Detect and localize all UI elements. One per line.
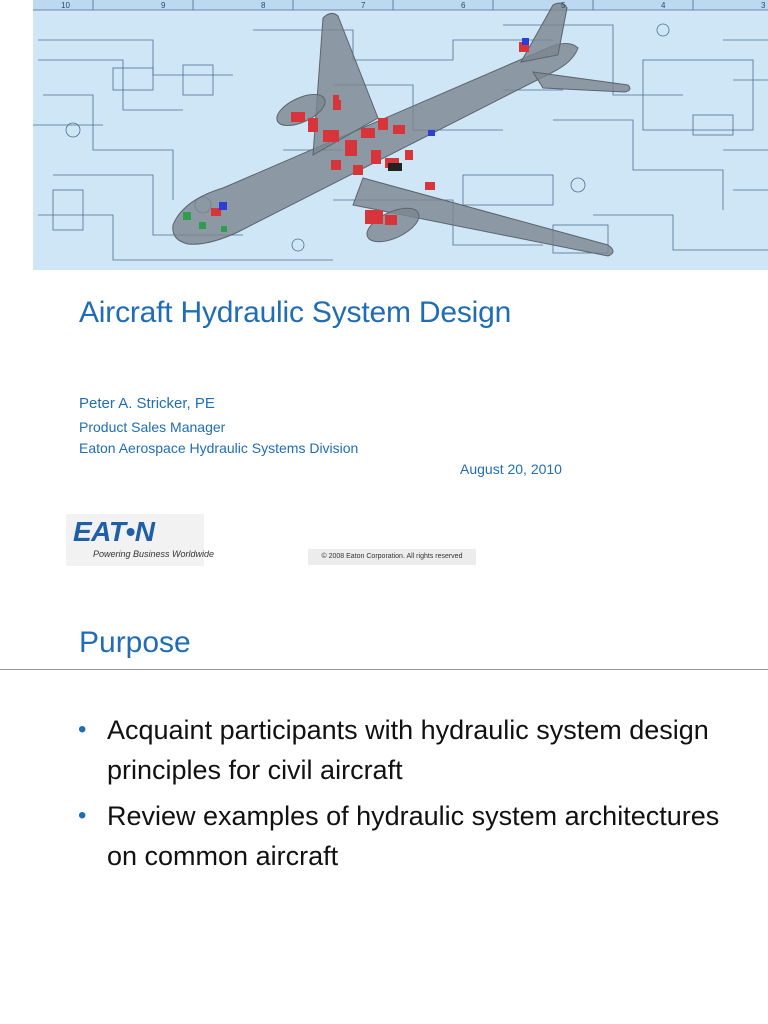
slide-title: Aircraft Hydraulic System Design (79, 296, 512, 329)
bullet-icon: • (78, 802, 87, 829)
section-title: Purpose (79, 626, 191, 659)
schematic-grid-number: 7 (361, 1, 366, 10)
purpose-bullet-list (78, 710, 738, 882)
bullet-item (78, 710, 738, 790)
bullet-text: Review examples of hydraulic system architectures on common aircraft (107, 801, 720, 871)
author-role: Product Sales Manager (79, 419, 226, 435)
logo-tagline: Powering Business Worldwide (93, 549, 215, 559)
schematic-grid-number: 8 (261, 1, 266, 10)
schematic-grid-number: 10 (61, 1, 70, 10)
bullet-item (78, 796, 738, 876)
eaton-logo (66, 514, 215, 566)
bullet-icon: • (78, 716, 87, 743)
schematic-grid-number: 9 (161, 1, 166, 10)
schematic-grid-number: 5 (561, 1, 566, 10)
logo-wordmark: EAT•N (73, 516, 155, 547)
schematic-border (33, 0, 768, 10)
aircraft-schematic-image (33, 0, 768, 270)
copyright-notice: © 2008 Eaton Corporation. All rights reserved (308, 549, 476, 565)
bullet-text: Acquaint participants with hydraulic system design principles for civil aircraft (107, 715, 709, 785)
aircraft-schematic-svg (33, 0, 768, 270)
section-divider (0, 669, 768, 670)
author-name: Peter A. Stricker, PE (79, 395, 215, 412)
schematic-grid-number: 6 (461, 1, 466, 10)
schematic-grid-number: 3 (761, 1, 766, 10)
author-division: Eaton Aerospace Hydraulic Systems Division (79, 440, 359, 456)
presentation-date: August 20, 2010 (460, 461, 562, 477)
schematic-grid-number: 4 (661, 1, 666, 10)
